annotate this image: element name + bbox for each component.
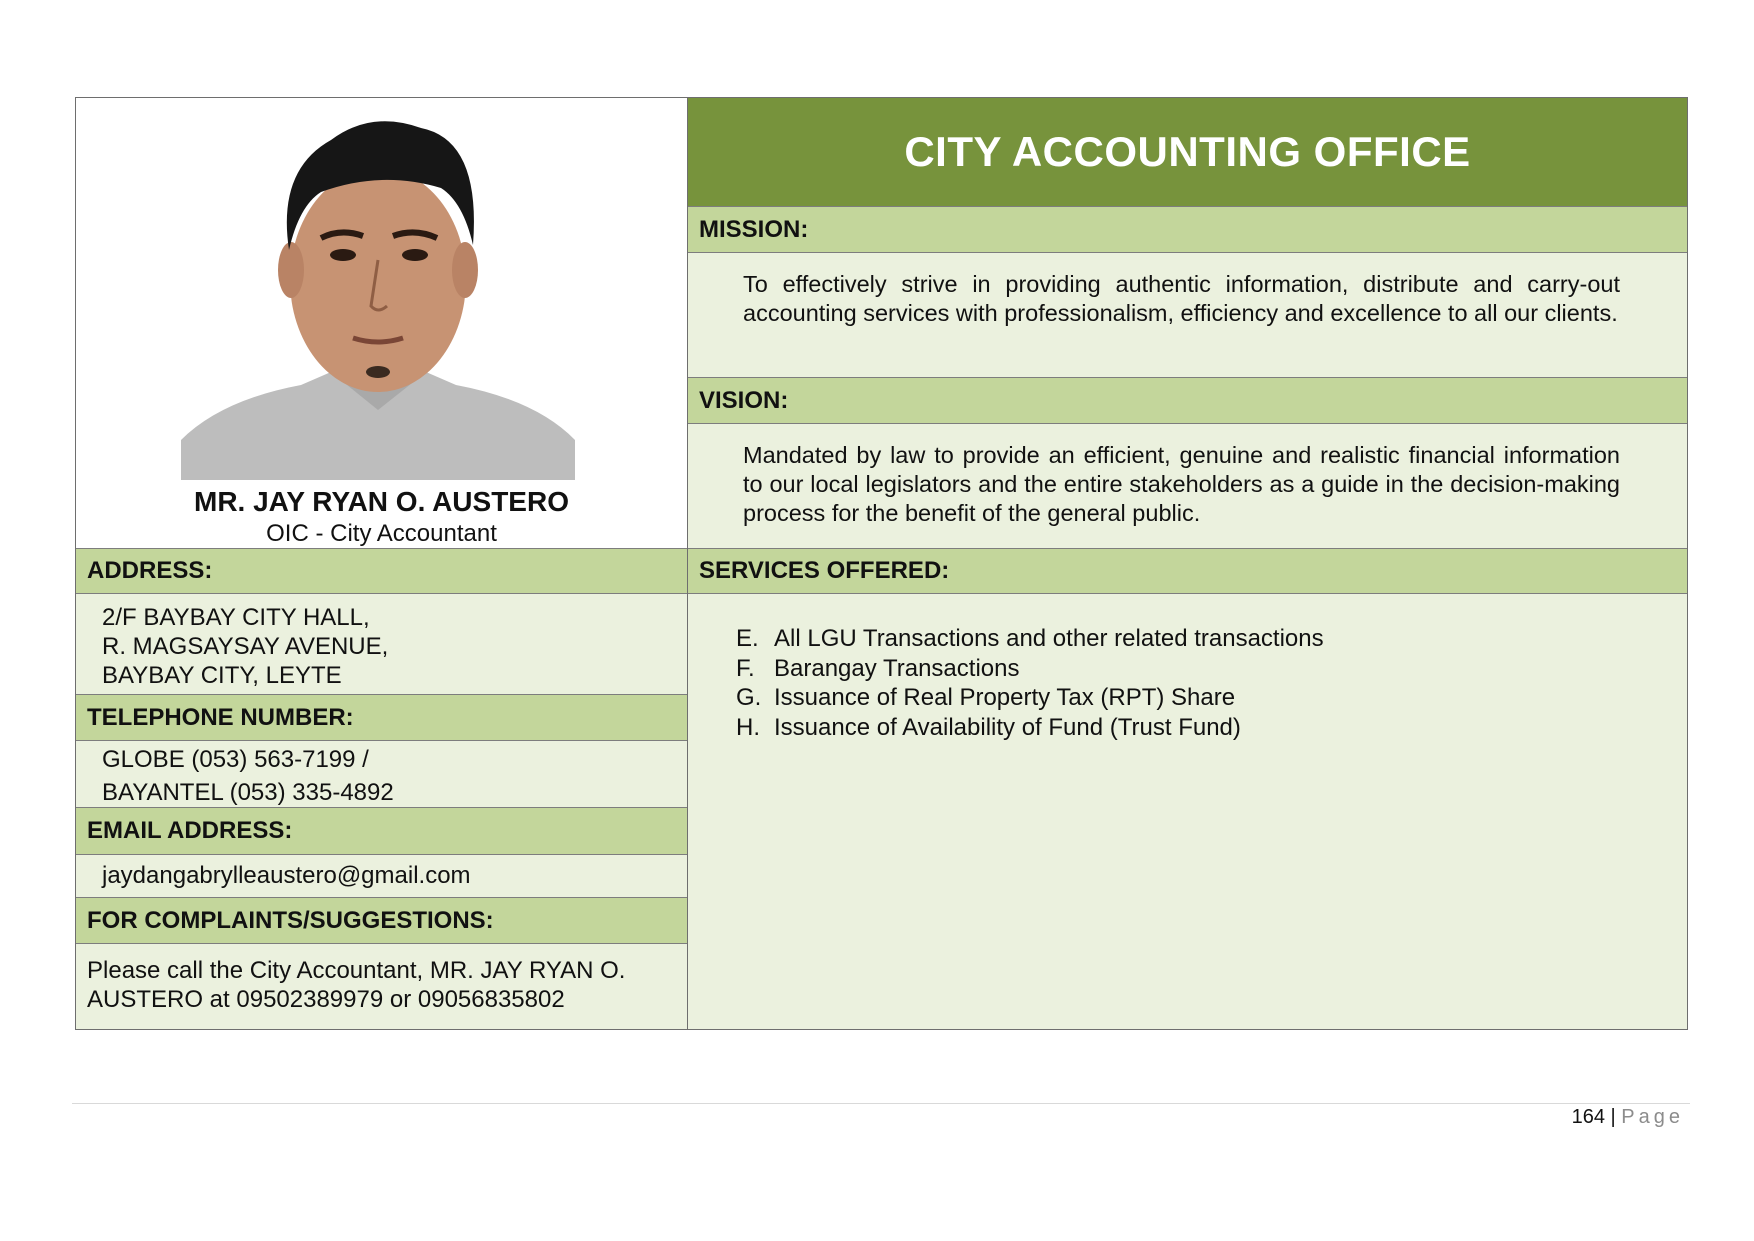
- address-heading: ADDRESS:: [76, 548, 687, 594]
- address-body: [76, 594, 687, 694]
- page-number: [1572, 1106, 1684, 1129]
- address-line-2: R. MAGSAYSAY AVENUE,: [102, 633, 389, 660]
- official-position: OIC - City Accountant: [266, 520, 497, 547]
- vision-text: Mandated by law to provide an efficient, genuine and realistic financial information to our local legislators and the entire stakeholders as a guide in the decision-making process for the benefit of the general public.: [743, 442, 1620, 526]
- vision-body: [688, 424, 1687, 548]
- page-number-value: 164: [1571, 1106, 1605, 1128]
- service-text: Issuance of Real Property Tax (RPT) Share: [774, 684, 1236, 711]
- mission-body: [688, 253, 1687, 377]
- service-text: All LGU Transactions and other related transactions: [774, 625, 1324, 652]
- address-line-3: BAYBAY CITY, LEYTE: [102, 662, 342, 689]
- email-body: [76, 855, 687, 897]
- office-profile-card: [75, 97, 1688, 1030]
- service-letter: H.: [736, 713, 760, 741]
- service-letter: G.: [736, 684, 762, 711]
- complaints-heading: FOR COMPLAINTS/SUGGESTIONS:: [76, 897, 687, 944]
- right-column: [688, 98, 1687, 1029]
- left-column: [76, 98, 688, 1029]
- telephone-line-2: BAYANTEL (053) 335-4892: [102, 779, 394, 806]
- service-text: Issuance of Availability of Fund (Trust Fund): [774, 713, 1241, 741]
- services-heading: SERVICES OFFERED:: [688, 548, 1687, 594]
- profile-photo-cell: [76, 98, 687, 548]
- service-item: [736, 713, 1324, 743]
- telephone-heading: TELEPHONE NUMBER:: [76, 694, 687, 741]
- page-number-separator: |: [1610, 1106, 1616, 1128]
- services-body: [688, 594, 1687, 1029]
- vision-heading: VISION:: [688, 377, 1687, 424]
- email-heading: EMAIL ADDRESS:: [76, 807, 687, 855]
- service-letter: F.: [736, 654, 755, 682]
- mission-text: To effectively strive in providing authentic information, distribute and carry-out accounting services with professionalism, efficiency and excellence to all our clients.: [743, 271, 1620, 326]
- service-letter: E.: [736, 625, 759, 652]
- profile-photo: [181, 110, 575, 480]
- service-text: Barangay Transactions: [774, 654, 1020, 682]
- service-item: [736, 683, 1324, 713]
- service-item: [736, 624, 1324, 654]
- footer-divider: [72, 1103, 1690, 1104]
- page-label: Page: [1621, 1106, 1684, 1128]
- official-name: MR. JAY RYAN O. AUSTERO: [194, 486, 569, 517]
- telephone-body: [76, 741, 687, 807]
- telephone-line-1: GLOBE (053) 563-7199 /: [102, 746, 369, 773]
- service-item: [736, 654, 1324, 684]
- mission-heading: MISSION:: [688, 206, 1687, 253]
- address-line-1: 2/F BAYBAY CITY HALL,: [102, 604, 370, 631]
- complaints-body: [76, 944, 687, 1029]
- office-title: CITY ACCOUNTING OFFICE: [688, 98, 1687, 206]
- email-value[interactable]: jaydangabrylleaustero@gmail.com: [102, 862, 471, 889]
- services-list: [736, 624, 1324, 742]
- complaints-text: Please call the City Accountant, MR. JAY RYAN O. AUSTERO at 09502389979 or 09056835802: [87, 957, 626, 1013]
